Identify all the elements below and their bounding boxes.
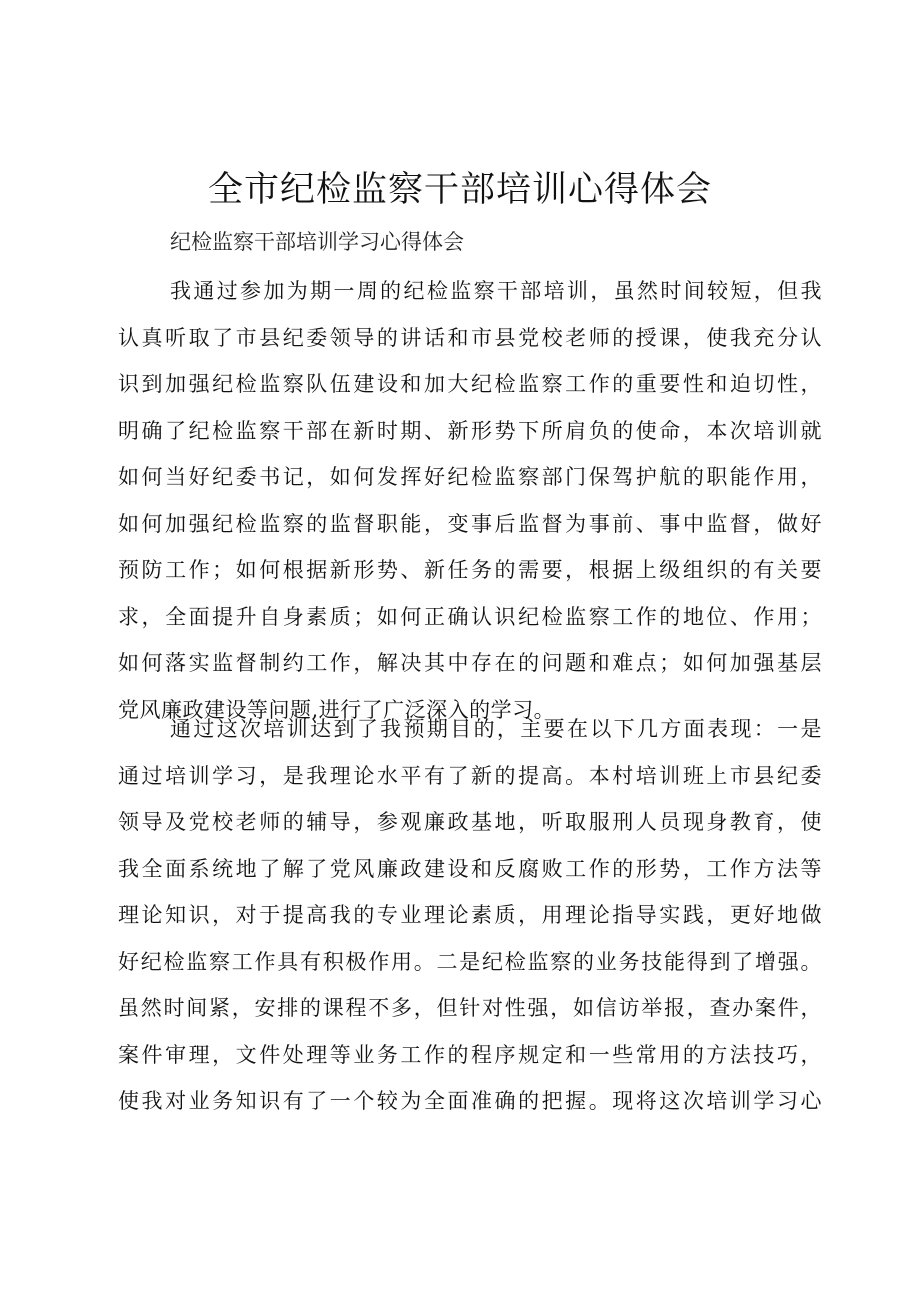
- paragraph-line: 如何落实监督制约工作，解决其中存在的问题和难点；如何加强基层: [118, 651, 822, 675]
- paragraph-line: 我通过参加为期一周的纪检监察干部培训，虽然时间较短，但我: [170, 279, 822, 303]
- paragraph-line: 虽然时间紧，安排的课程不多，但针对性强，如信访举报，查办案件，: [118, 996, 822, 1020]
- paragraph-line: 党风廉政建设等问题,进行了广泛深入的学习。: [118, 697, 556, 722]
- paragraph-line: 通过这次培训达到了我预期目的，主要在以下几方面表现：一是: [170, 717, 822, 741]
- paragraph-line: 如何加强纪检监察的监督职能，变事后监督为事前、事中监督，做好: [118, 511, 822, 536]
- paragraph-line: 理论知识，对于提高我的专业理论素质，用理论指导实践，更好地做: [118, 903, 822, 927]
- paragraph-line: 认真听取了市县纪委领导的讲话和市县党校老师的授课，使我充分认: [118, 325, 822, 350]
- document-title: 全市纪检监察干部培训心得体会: [207, 170, 712, 210]
- paragraph-line: 明确了纪检监察干部在新时期、新形势下所肩负的使命，本次培训就: [118, 418, 822, 443]
- paragraph-line: 领导及党校老师的辅导，参观廉政基地，听取服刑人员现身教育，使: [118, 810, 822, 834]
- paragraph-line: 求，全面提升自身素质；如何正确认识纪检监察工作的地位、作用；: [118, 604, 822, 629]
- paragraph-line: 案件审理，文件处理等业务工作的程序规定和一些常用的方法技巧，: [118, 1042, 822, 1067]
- paragraph-1: [118, 268, 822, 733]
- paragraph-line: 使我对业务知识有了一个较为全面准确的把握。现将这次培训学习心: [118, 1089, 822, 1113]
- document-subtitle: 纪检监察干部培训学习心得体会: [170, 230, 464, 254]
- paragraph-2: [118, 706, 822, 1125]
- paragraph-line: 好纪检监察工作具有积极作用。二是纪检监察的业务技能得到了增强。: [118, 949, 822, 974]
- paragraph-line: 通过培训学习，是我理论水平有了新的提高。本村培训班上市县纪委: [118, 763, 822, 788]
- paragraph-line: 如何当好纪委书记，如何发挥好纪检监察部门保驾护航的职能作用，: [118, 465, 822, 489]
- paragraph-line: 预防工作；如何根据新形势、新任务的需要，根据上级组织的有关要: [118, 558, 822, 582]
- paragraph-line: 我全面系统地了解了党风廉政建设和反腐败工作的形势，工作方法等: [118, 856, 822, 881]
- paragraph-line: 识到加强纪检监察队伍建设和加大纪检监察工作的重要性和迫切性，: [118, 372, 822, 396]
